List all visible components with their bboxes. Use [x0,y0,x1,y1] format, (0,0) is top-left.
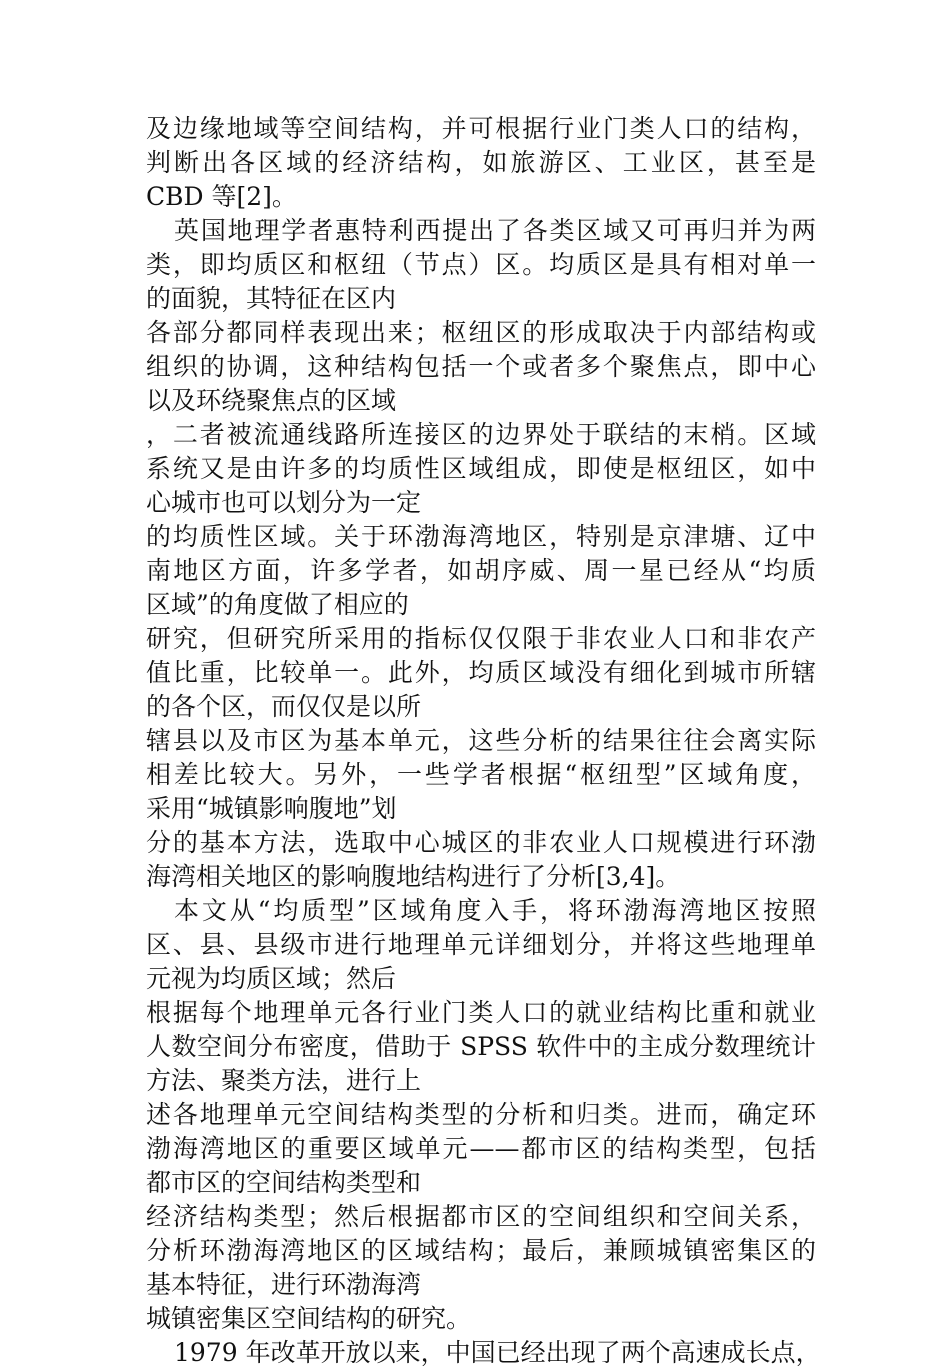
text-line: 判断出各区域的经济结构，如旅游区、工业区，甚至是 [146,148,816,177]
text-line: 系统又是由许多的均质性区域组成，即使是枢纽区，如中 [146,454,816,483]
text-line: 人数空间分布密度，借助于 SPSS 软件中的主成分数理统计 [146,1032,816,1061]
text-line: 研究，但研究所采用的指标仅仅限于非农业人口和非农产 [146,624,816,653]
text-line: 分的基本方法，选取中心城区的非农业人口规模进行环渤 [146,828,816,857]
text-line: CBD 等[2]。 [146,182,297,211]
text-line: 采用“城镇影响腹地”划 [146,794,397,823]
text-line: 类，即均质区和枢纽（节点）区。均质区是具有相对单一 [146,250,816,279]
text-line: 相差比较大。另外，一些学者根据“枢纽型”区域角度， [146,760,816,789]
text-line: 辖县以及市区为基本单元，这些分析的结果往往会离实际 [146,726,816,755]
text-line: 海湾相关地区的影响腹地结构进行了分析[3,4]。 [146,862,681,891]
text-line: 的各个区，而仅仅是以所 [146,692,422,721]
body-text [146,112,821,1370]
text-line: 各部分都同样表现出来；枢纽区的形成取决于内部结构或 [146,318,816,347]
text-line: 根据每个地理单元各行业门类人口的就业结构比重和就业 [146,998,816,1027]
text-line: 分析环渤海湾地区的区域结构；最后，兼顾城镇密集区的 [146,1236,816,1265]
text-line: 经济结构类型；然后根据都市区的空间组织和空间关系， [146,1202,816,1231]
text-line: 及边缘地域等空间结构，并可根据行业门类人口的结构， [146,114,816,143]
text-line: 述各地理单元空间结构类型的分析和归类。进而，确定环 [146,1100,816,1129]
text-line: 的均质性区域。关于环渤海湾地区，特别是京津塘、辽中 [146,522,816,551]
text-line: 1979 年改革开放以来，中国已经出现了两个高速成长点， [174,1338,821,1367]
text-line: 本文从“均质型”区域角度入手，将环渤海湾地区按照 [174,896,816,925]
text-line: 的面貌，其特征在区内 [146,284,397,313]
text-line: 以及环绕聚焦点的区域 [146,386,397,415]
text-line: 值比重，比较单一。此外，均质区域没有细化到城市所辖 [146,658,816,687]
text-line: 基本特征，进行环渤海湾 [146,1270,422,1299]
text-line: 区域”的角度做了相应的 [146,590,409,619]
text-line: 区、县、县级市进行地理单元详细划分，并将这些地理单 [146,930,816,959]
text-line: 南地区方面，许多学者，如胡序威、周一星已经从“均质 [146,556,816,585]
text-line: 城镇密集区空间结构的研究。 [146,1304,472,1333]
text-line: ，二者被流通线路所连接区的边界处于联结的末梢。区域 [146,420,816,449]
text-line: 组织的协调，这种结构包括一个或者多个聚焦点，即中心 [146,352,816,381]
text-line: 方法、聚类方法，进行上 [146,1066,422,1095]
text-line: 渤海湾地区的重要区域单元——都市区的结构类型，包括 [146,1134,816,1163]
text-line: 心城市也可以划分为一定 [146,488,422,517]
text-line: 元视为均质区域；然后 [146,964,397,993]
text-line: 都市区的空间结构类型和 [146,1168,422,1197]
text-line: 英国地理学者惠特利西提出了各类区域又可再归并为两 [174,216,816,245]
